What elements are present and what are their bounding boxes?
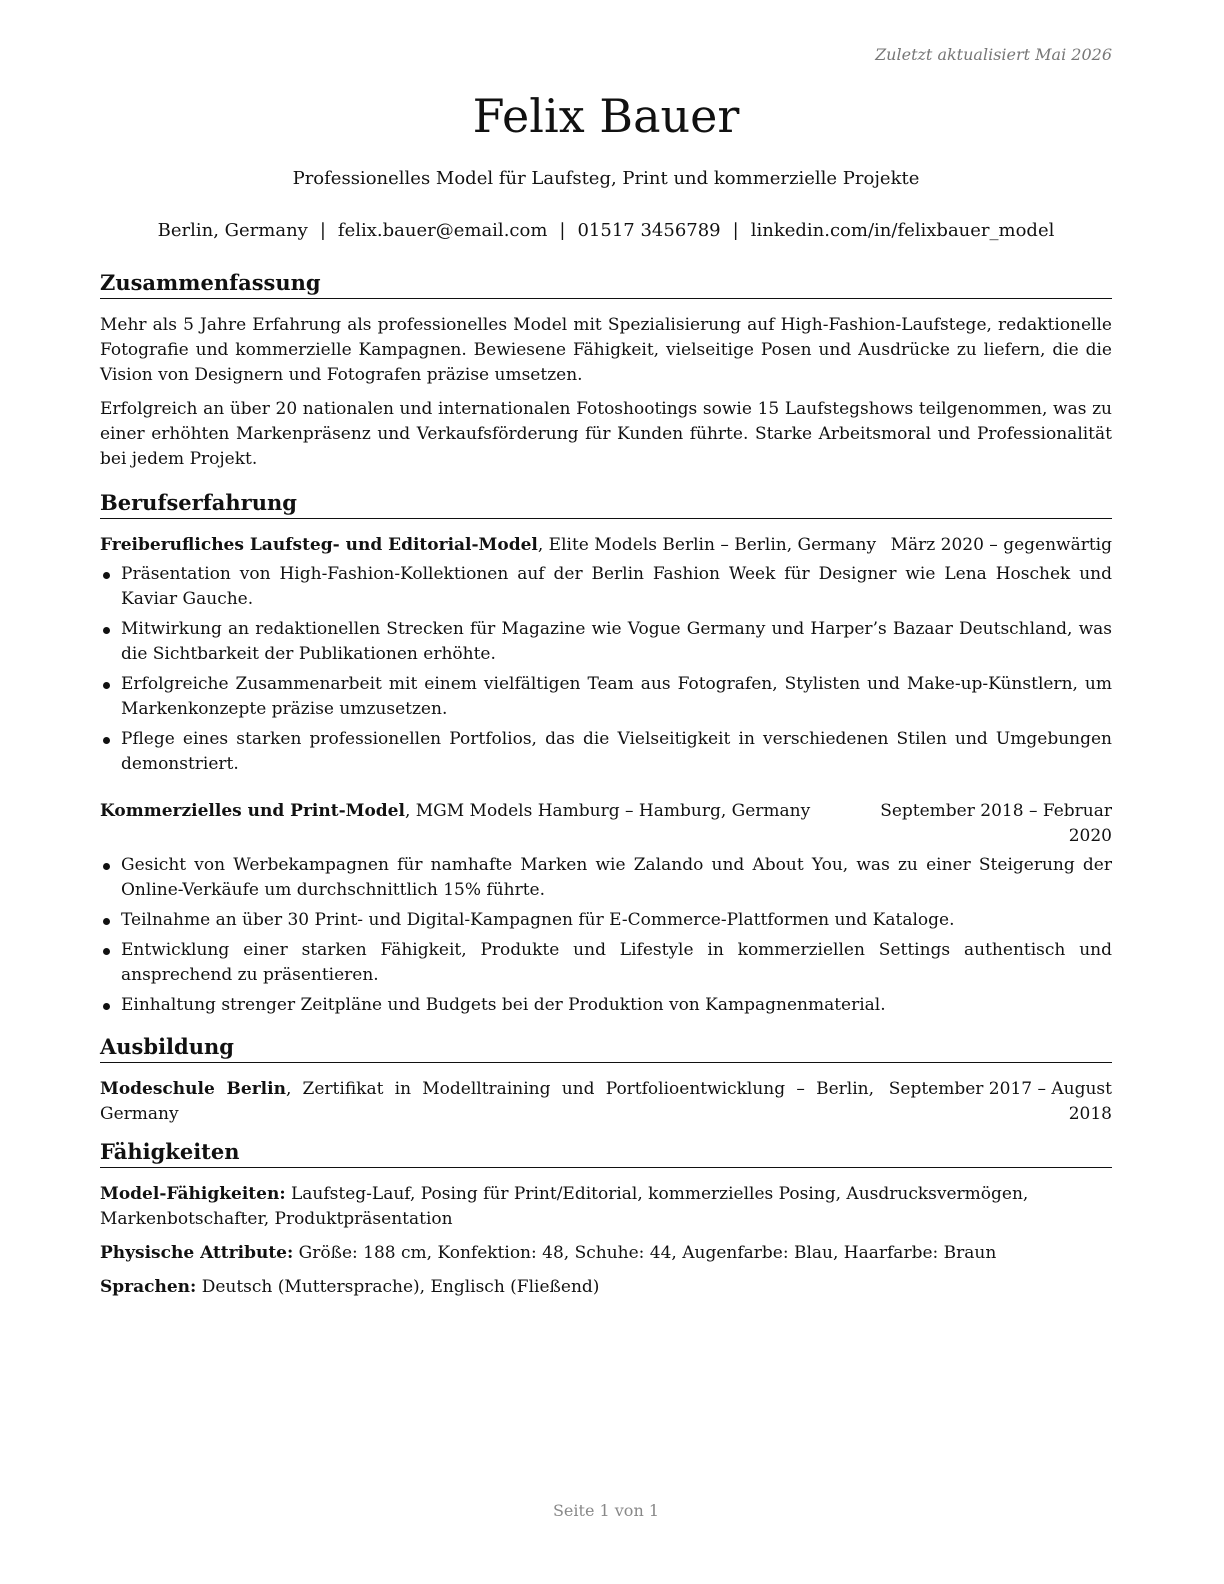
section-title-education: Ausbildung	[100, 1032, 1112, 1063]
skill-line	[100, 1275, 1112, 1300]
experience-section	[100, 488, 1112, 1018]
section-title-experience: Berufserfahrung	[100, 488, 1112, 519]
education-dates: September 2017 – August 2018	[888, 1079, 1112, 1124]
last-updated: Zuletzt aktualisiert Mai 2026	[875, 45, 1112, 64]
contact-email[interactable]: felix.bauer@email.com	[337, 220, 548, 241]
job-bullets	[100, 562, 1112, 777]
summary-paragraph: Erfolgreich an über 20 nationalen und internationalen Fotoshootings sowie 15 Laufstegshows teilgenommen, was zu einer erhöhten Markenpräsenz und Verkaufsförderung für Kunden führte. Starke Arbeitsmoral und Professionalität bei jedem Projekt.	[100, 399, 1112, 469]
contact-linkedin[interactable]: linkedin.com/in/felixbauer_model	[750, 220, 1055, 241]
education-school: Modeschule Berlin	[100, 1079, 286, 1099]
contact-separator: |	[732, 220, 739, 241]
contact-phone: 01517 3456789	[577, 220, 721, 241]
skills-section	[100, 1137, 1112, 1300]
education-section	[100, 1032, 1112, 1127]
summary-paragraph: Mehr als 5 Jahre Erfahrung als professionelles Model mit Spezialisierung auf High-Fashion-Laufstege, redaktionelle Fotografie und kommerzielle Kampagnen. Bewiesene Fähigkeit, vielseitige Posen und Ausdrücke zu liefern, die die Vision von Designern und Fotografen präzise umsetzen.	[100, 315, 1112, 385]
contact-separator: |	[559, 220, 566, 241]
skill-label: Physische Attribute:	[100, 1243, 294, 1263]
list-item: Einhaltung strenger Zeitpläne und Budgets bei der Produktion von Kampagnenmaterial.	[100, 993, 1112, 1018]
job-dates: März 2020 – gegenwärtig	[890, 535, 1112, 555]
job-role: Freiberufliches Laufsteg- und Editorial-Model	[100, 535, 538, 555]
contact-line	[100, 219, 1112, 243]
section-title-skills: Fähigkeiten	[100, 1137, 1112, 1168]
skill-line	[100, 1241, 1112, 1266]
skill-text: Laufsteg-Lauf, Posing für Print/Editorial, kommerzielles Posing, Ausdrucksvermögen, Markenbotschafter, Produktpräsentation	[100, 1184, 1029, 1229]
candidate-name: Felix Bauer	[472, 89, 740, 143]
job-entry	[100, 799, 1112, 1018]
resume-page	[100, 0, 1112, 1584]
education-entry	[100, 1077, 1112, 1127]
candidate-tagline: Professionelles Model für Laufsteg, Print und kommerzielle Projekte	[292, 168, 920, 189]
job-entry	[100, 533, 1112, 777]
list-item: Mitwirkung an redaktionellen Strecken für Magazine wie Vogue Germany und Harper’s Bazaar Deutschland, was die Sichtbarkeit der Publikationen erhöhte.	[100, 617, 1112, 667]
job-bullets	[100, 853, 1112, 1018]
job-header	[100, 799, 1112, 849]
page-number: Seite 1 von 1	[552, 1501, 660, 1520]
contact-separator: |	[319, 220, 326, 241]
list-item: Gesicht von Werbekampagnen für namhafte Marken wie Zalando und About You, was zu einer Steigerung der Online-Verkäufe um durchschnittlich 15% führte.	[100, 853, 1112, 903]
education-detail: , Zertifikat in Modelltraining und Portfolioentwicklung – Berlin, Germany	[100, 1079, 874, 1124]
resume-content	[100, 268, 1112, 1309]
skill-label: Sprachen:	[100, 1277, 197, 1297]
job-company: , Elite Models Berlin – Berlin, Germany	[537, 535, 877, 555]
list-item: Pflege eines starken professionellen Portfolios, das die Vielseitigkeit in verschiedenen Stilen und Umgebungen demonstriert.	[100, 727, 1112, 777]
contact-location: Berlin, Germany	[157, 220, 308, 241]
job-header	[100, 533, 1112, 558]
skill-line	[100, 1182, 1112, 1232]
skill-text: Größe: 188 cm, Konfektion: 48, Schuhe: 44, Augenfarbe: Blau, Haarfarbe: Braun	[293, 1243, 997, 1263]
list-item: Entwicklung einer starken Fähigkeit, Produkte und Lifestyle in kommerziellen Settings authentisch und ansprechend zu präsentieren.	[100, 938, 1112, 988]
job-role: Kommerzielles und Print-Model	[100, 801, 405, 821]
summary-section	[100, 268, 1112, 472]
list-item: Teilnahme an über 30 Print- und Digital-Kampagnen für E-Commerce-Plattformen und Kataloge.	[100, 908, 1112, 933]
skill-text: Deutsch (Muttersprache), Englisch (Fließend)	[196, 1277, 600, 1297]
job-company: , MGM Models Hamburg – Hamburg, Germany	[404, 801, 811, 821]
list-item: Erfolgreiche Zusammenarbeit mit einem vielfältigen Team aus Fotografen, Stylisten und Make-up-Künstlern, um Markenkonzepte präzise umzusetzen.	[100, 672, 1112, 722]
job-dates: September 2018 – Februar 2020	[880, 801, 1112, 846]
list-item: Präsentation von High-Fashion-Kollektionen auf der Berlin Fashion Week für Designer wie Lena Hoschek und Kaviar Gauche.	[100, 562, 1112, 612]
section-title-summary: Zusammenfassung	[100, 268, 1112, 299]
skill-label: Model-Fähigkeiten:	[100, 1184, 286, 1204]
